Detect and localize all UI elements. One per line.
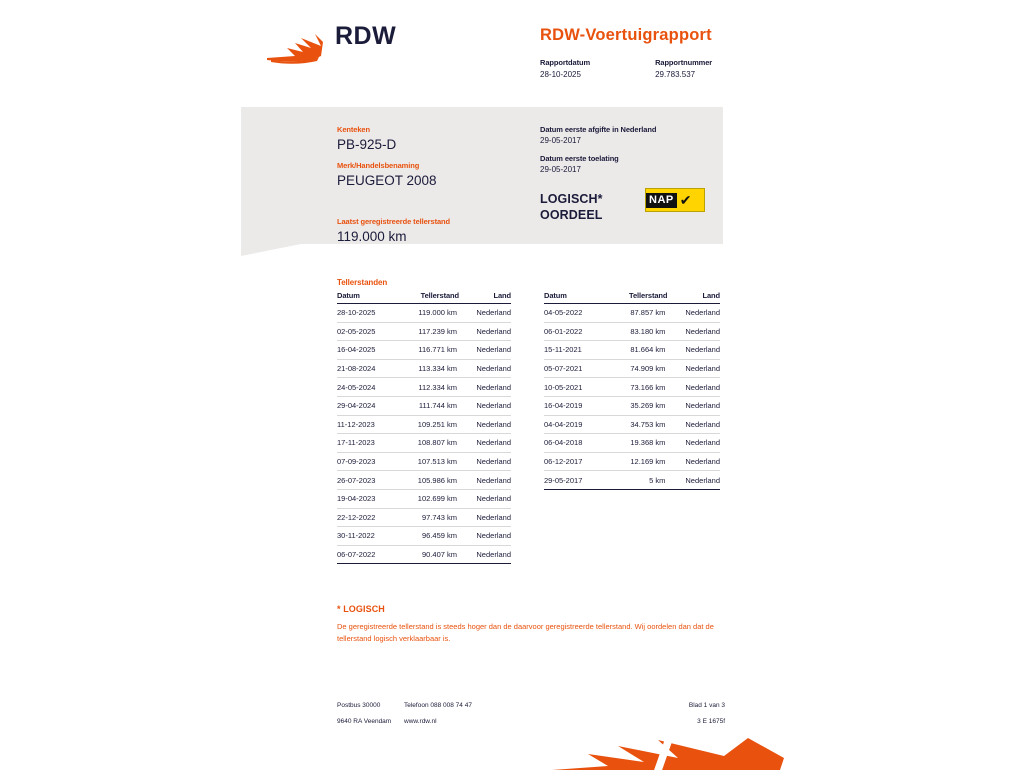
cell-date: 30-11-2022: [337, 527, 395, 546]
table-row: [544, 304, 720, 323]
table-row: [544, 359, 720, 378]
cell-country: Nederland: [459, 434, 511, 453]
cell-date: 26-07-2023: [337, 471, 395, 490]
cell-odometer: 73.166 km: [603, 378, 668, 397]
cell-country: Nederland: [667, 341, 720, 360]
odometer-rows-left: [337, 304, 511, 564]
first-issue-nl-label: Datum eerste afgifte in Nederland: [540, 125, 657, 134]
cell-odometer: 105.986 km: [395, 471, 459, 490]
cell-date: 16-04-2019: [544, 396, 603, 415]
table-row: [544, 396, 720, 415]
vehicle-summary-panel: [241, 107, 723, 244]
verdict-line-1: LOGISCH*: [540, 192, 603, 206]
table-row: [544, 471, 720, 490]
cell-odometer: 19.368 km: [603, 434, 668, 453]
nap-badge-text: NAP: [646, 193, 677, 208]
summary-left-column: [337, 116, 527, 244]
report-date-block: [540, 58, 590, 79]
document-header: [0, 0, 1024, 100]
footer-website[interactable]: www.rdw.nl: [404, 718, 437, 725]
summary-right-column: [540, 116, 730, 174]
footnote-block: [337, 604, 737, 644]
rdw-arrow-logo-icon-bottom: [548, 736, 788, 770]
odometer-section-title: Tellerstanden: [337, 278, 388, 287]
footnote-text: De geregistreerde tellerstand is steeds hoger dan de daarvoor geregistreerde tellerstand. Wij oordelen dan dat de tellerstand logisch verklaarbaar is.: [337, 622, 714, 643]
cell-date: 28-10-2025: [337, 304, 395, 323]
table-row: [337, 527, 511, 546]
cell-country: Nederland: [459, 527, 511, 546]
cell-date: 15-11-2021: [544, 341, 603, 360]
last-odometer-value: 119.000 km: [337, 229, 407, 244]
cell-date: 29-05-2017: [544, 471, 603, 490]
table-row: [337, 508, 511, 527]
table-row: [337, 489, 511, 508]
licence-plate-label: Kenteken: [337, 125, 370, 134]
cell-odometer: 107.513 km: [395, 452, 459, 471]
report-date-label: Rapportdatum: [540, 58, 591, 67]
cell-odometer: 74.909 km: [603, 359, 668, 378]
odometer-table-right: [544, 291, 720, 490]
report-number-block: [655, 58, 712, 79]
cell-country: Nederland: [667, 396, 720, 415]
cell-date: 07-09-2023: [337, 452, 395, 471]
cell-country: Nederland: [667, 415, 720, 434]
footer-address-line-2: 9640 RA Veendam: [337, 718, 392, 725]
table-row: [337, 322, 511, 341]
cell-date: 04-05-2022: [544, 304, 603, 323]
cell-odometer: 96.459 km: [395, 527, 459, 546]
cell-odometer: 108.807 km: [395, 434, 459, 453]
footer-page-number: Blad 1 van 3: [688, 702, 725, 709]
odometer-table-left: [337, 291, 511, 564]
cell-odometer: 81.664 km: [603, 341, 668, 360]
table-row: [544, 434, 720, 453]
footer-doc-code: 3 E 1675f: [697, 718, 725, 725]
cell-odometer: 112.334 km: [395, 378, 459, 397]
cell-date: 22-12-2022: [337, 508, 395, 527]
cell-country: Nederland: [667, 434, 720, 453]
cell-date: 16-04-2025: [337, 341, 395, 360]
cell-country: Nederland: [459, 452, 511, 471]
make-model-label: Merk/Handelsbenaming: [337, 161, 420, 170]
cell-country: Nederland: [459, 396, 511, 415]
cell-odometer: 83.180 km: [603, 322, 668, 341]
cell-country: Nederland: [667, 452, 720, 471]
cell-odometer: 102.699 km: [395, 489, 459, 508]
cell-country: Nederland: [459, 359, 511, 378]
rdw-arrow-logo-icon: [265, 30, 325, 64]
cell-odometer: 35.269 km: [603, 396, 668, 415]
cell-date: 17-11-2023: [337, 434, 395, 453]
cell-country: Nederland: [667, 322, 720, 341]
cell-date: 02-05-2025: [337, 322, 395, 341]
first-admission-label: Datum eerste toelating: [540, 154, 619, 163]
column-header-country: Land: [459, 291, 511, 304]
table-row: [544, 452, 720, 471]
cell-date: 06-12-2017: [544, 452, 603, 471]
odometer-rows-right: [544, 304, 720, 490]
cell-date: 29-04-2024: [337, 396, 395, 415]
cell-date: 04-04-2019: [544, 415, 603, 434]
cell-country: Nederland: [459, 304, 511, 323]
document-footer: [337, 702, 732, 725]
footer-pagination: [630, 702, 725, 725]
column-header-date: Datum: [544, 291, 603, 304]
table-header-row: [337, 291, 511, 304]
table-row: [337, 434, 511, 453]
cell-date: 24-05-2024: [337, 378, 395, 397]
licence-plate-value: PB-925-D: [337, 137, 397, 152]
report-number-value: 29.783.537: [655, 70, 696, 79]
cell-country: Nederland: [459, 471, 511, 490]
cell-date: 06-07-2022: [337, 545, 395, 564]
table-row: [544, 415, 720, 434]
cell-country: Nederland: [459, 322, 511, 341]
table-row: [337, 545, 511, 564]
brand-lockup: [265, 22, 465, 70]
last-odometer-label: Laatst geregistreerde tellerstand: [337, 217, 450, 226]
cell-odometer: 90.407 km: [395, 545, 459, 564]
cell-odometer: 116.771 km: [395, 341, 459, 360]
cell-date: 21-08-2024: [337, 359, 395, 378]
cell-odometer: 5 km: [603, 471, 668, 490]
make-model-value: PEUGEOT 2008: [337, 173, 437, 188]
table-row: [544, 378, 720, 397]
table-row: [337, 378, 511, 397]
cell-country: Nederland: [459, 341, 511, 360]
column-header-date: Datum: [337, 291, 395, 304]
table-row: [337, 415, 511, 434]
cell-odometer: 12.169 km: [603, 452, 668, 471]
cell-date: 11-12-2023: [337, 415, 395, 434]
cell-odometer: 111.744 km: [395, 396, 459, 415]
cell-country: Nederland: [459, 489, 511, 508]
column-header-odometer: Tellerstand: [603, 291, 668, 304]
cell-country: Nederland: [667, 378, 720, 397]
table-header-row: [544, 291, 720, 304]
cell-odometer: 34.753 km: [603, 415, 668, 434]
footnote-title: * LOGISCH: [337, 604, 385, 614]
table-row: [337, 359, 511, 378]
verdict-block: [540, 192, 603, 223]
cell-odometer: 119.000 km: [395, 304, 459, 323]
table-row: [337, 396, 511, 415]
cell-country: Nederland: [667, 304, 720, 323]
footer-contact: [404, 702, 630, 725]
nap-check-icon: ✔: [679, 192, 692, 208]
table-row: [544, 341, 720, 360]
cell-odometer: 109.251 km: [395, 415, 459, 434]
first-issue-nl-value: 29-05-2017: [540, 136, 581, 145]
cell-country: Nederland: [459, 378, 511, 397]
verdict-line-2: OORDEEL: [540, 207, 603, 222]
report-date-value: 28-10-2025: [540, 70, 581, 79]
cell-country: Nederland: [667, 359, 720, 378]
cell-country: Nederland: [459, 508, 511, 527]
cell-date: 19-04-2023: [337, 489, 395, 508]
table-row: [337, 471, 511, 490]
footer-address: [337, 702, 404, 725]
footer-phone: Telefoon 088 008 74 47: [404, 702, 472, 709]
report-title: RDW-Voertuigrapport: [540, 26, 712, 44]
cell-date: 06-01-2022: [544, 322, 603, 341]
cell-country: Nederland: [459, 545, 511, 564]
table-row: [544, 322, 720, 341]
cell-date: 10-05-2021: [544, 378, 603, 397]
cell-date: 05-07-2021: [544, 359, 603, 378]
nap-badge-icon: [645, 188, 705, 212]
table-row: [337, 304, 511, 323]
brand-name: RDW: [335, 22, 397, 50]
first-admission-value: 29-05-2017: [540, 165, 581, 174]
report-meta: [540, 58, 712, 79]
cell-country: Nederland: [667, 471, 720, 490]
cell-odometer: 97.743 km: [395, 508, 459, 527]
panel-notch: [241, 244, 301, 256]
table-row: [337, 452, 511, 471]
column-header-country: Land: [667, 291, 720, 304]
table-row: [337, 341, 511, 360]
cell-odometer: 113.334 km: [395, 359, 459, 378]
footer-address-line-1: Postbus 30000: [337, 702, 381, 709]
cell-odometer: 117.239 km: [395, 322, 459, 341]
cell-date: 06-04-2018: [544, 434, 603, 453]
cell-odometer: 87.857 km: [603, 304, 668, 323]
report-number-label: Rapportnummer: [655, 58, 713, 67]
cell-country: Nederland: [459, 415, 511, 434]
column-header-odometer: Tellerstand: [395, 291, 459, 304]
